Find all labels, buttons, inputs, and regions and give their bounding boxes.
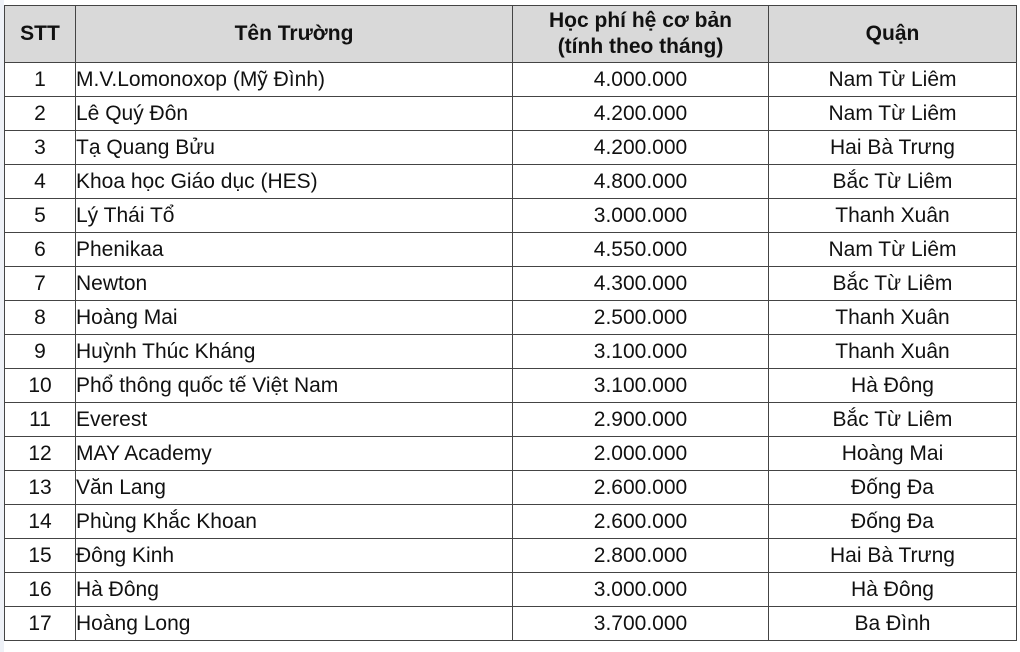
cell-tuition-fee[interactable]: 4.550.000 xyxy=(513,233,769,267)
header-fee-line2: (tính theo tháng) xyxy=(557,35,724,58)
header-district[interactable]: Quận xyxy=(769,6,1017,63)
cell-tuition-fee[interactable]: 2.600.000 xyxy=(513,505,769,539)
cell-tuition-fee[interactable]: 4.000.000 xyxy=(513,63,769,97)
table-row xyxy=(5,505,1017,539)
cell-stt[interactable]: 12 xyxy=(5,437,76,471)
cell-school-name[interactable]: Phổ thông quốc tế Việt Nam xyxy=(76,369,513,403)
cell-school-name[interactable]: Hoàng Long xyxy=(76,607,513,641)
cell-tuition-fee[interactable]: 4.800.000 xyxy=(513,165,769,199)
cell-tuition-fee[interactable]: 3.000.000 xyxy=(513,199,769,233)
cell-school-name[interactable]: Văn Lang xyxy=(76,471,513,505)
cell-school-name[interactable]: Khoa học Giáo dục (HES) xyxy=(76,165,513,199)
cell-school-name[interactable]: Đông Kinh xyxy=(76,539,513,573)
table-row xyxy=(5,165,1017,199)
cell-stt[interactable]: 5 xyxy=(5,199,76,233)
header-row xyxy=(5,6,1017,63)
table-row xyxy=(5,131,1017,165)
cell-district[interactable]: Thanh Xuân xyxy=(769,301,1017,335)
cell-tuition-fee[interactable]: 4.200.000 xyxy=(513,97,769,131)
header-school-name[interactable]: Tên Trường xyxy=(76,6,513,63)
cell-school-name[interactable]: MAY Academy xyxy=(76,437,513,471)
table-row xyxy=(5,607,1017,641)
cell-district[interactable]: Đống Đa xyxy=(769,471,1017,505)
table-row xyxy=(5,437,1017,471)
table-row xyxy=(5,233,1017,267)
cell-tuition-fee[interactable]: 3.700.000 xyxy=(513,607,769,641)
cell-school-name[interactable]: Phùng Khắc Khoan xyxy=(76,505,513,539)
table-row xyxy=(5,573,1017,607)
cell-stt[interactable]: 11 xyxy=(5,403,76,437)
cell-stt[interactable]: 17 xyxy=(5,607,76,641)
tuition-table xyxy=(4,5,1017,641)
cell-tuition-fee[interactable]: 2.000.000 xyxy=(513,437,769,471)
cell-stt[interactable]: 4 xyxy=(5,165,76,199)
cell-stt[interactable]: 9 xyxy=(5,335,76,369)
cell-stt[interactable]: 1 xyxy=(5,63,76,97)
cell-school-name[interactable]: Everest xyxy=(76,403,513,437)
cell-stt[interactable]: 8 xyxy=(5,301,76,335)
cell-district[interactable]: Bắc Từ Liêm xyxy=(769,267,1017,301)
table-row xyxy=(5,63,1017,97)
cell-school-name[interactable]: Phenikaa xyxy=(76,233,513,267)
cell-tuition-fee[interactable]: 2.600.000 xyxy=(513,471,769,505)
header-stt[interactable]: STT xyxy=(5,6,76,63)
cell-stt[interactable]: 6 xyxy=(5,233,76,267)
cell-tuition-fee[interactable]: 3.000.000 xyxy=(513,573,769,607)
cell-school-name[interactable]: Huỳnh Thúc Kháng xyxy=(76,335,513,369)
table-row xyxy=(5,267,1017,301)
header-fee-line1: Học phí hệ cơ bản xyxy=(549,9,732,32)
cell-school-name[interactable]: M.V.Lomonoxop (Mỹ Đình) xyxy=(76,63,513,97)
table-row xyxy=(5,471,1017,505)
cell-district[interactable]: Hoàng Mai xyxy=(769,437,1017,471)
cell-district[interactable]: Đống Đa xyxy=(769,505,1017,539)
table-body xyxy=(5,63,1017,641)
cell-tuition-fee[interactable]: 4.300.000 xyxy=(513,267,769,301)
cell-district[interactable]: Bắc Từ Liêm xyxy=(769,403,1017,437)
table-row xyxy=(5,403,1017,437)
table-row xyxy=(5,369,1017,403)
cell-tuition-fee[interactable]: 3.100.000 xyxy=(513,369,769,403)
cell-school-name[interactable]: Lý Thái Tổ xyxy=(76,199,513,233)
cell-district[interactable]: Ba Đình xyxy=(769,607,1017,641)
cell-district[interactable]: Nam Từ Liêm xyxy=(769,97,1017,131)
cell-stt[interactable]: 3 xyxy=(5,131,76,165)
cell-school-name[interactable]: Hoàng Mai xyxy=(76,301,513,335)
cell-school-name[interactable]: Lê Quý Đôn xyxy=(76,97,513,131)
cell-stt[interactable]: 14 xyxy=(5,505,76,539)
table-row xyxy=(5,199,1017,233)
cell-stt[interactable]: 15 xyxy=(5,539,76,573)
cell-district[interactable]: Hai Bà Trưng xyxy=(769,539,1017,573)
header-tuition-fee[interactable] xyxy=(513,6,769,63)
cell-tuition-fee[interactable]: 2.900.000 xyxy=(513,403,769,437)
cell-stt[interactable]: 13 xyxy=(5,471,76,505)
cell-district[interactable]: Thanh Xuân xyxy=(769,335,1017,369)
table-row xyxy=(5,335,1017,369)
cell-stt[interactable]: 2 xyxy=(5,97,76,131)
cell-tuition-fee[interactable]: 2.500.000 xyxy=(513,301,769,335)
cell-school-name[interactable]: Hà Đông xyxy=(76,573,513,607)
cell-district[interactable]: Nam Từ Liêm xyxy=(769,233,1017,267)
cell-tuition-fee[interactable]: 3.100.000 xyxy=(513,335,769,369)
table-row xyxy=(5,97,1017,131)
cell-stt[interactable]: 16 xyxy=(5,573,76,607)
cell-district[interactable]: Bắc Từ Liêm xyxy=(769,165,1017,199)
cell-district[interactable]: Hà Đông xyxy=(769,369,1017,403)
cell-district[interactable]: Hà Đông xyxy=(769,573,1017,607)
cell-district[interactable]: Nam Từ Liêm xyxy=(769,63,1017,97)
cell-tuition-fee[interactable]: 4.200.000 xyxy=(513,131,769,165)
cell-tuition-fee[interactable]: 2.800.000 xyxy=(513,539,769,573)
cell-stt[interactable]: 7 xyxy=(5,267,76,301)
cell-school-name[interactable]: Newton xyxy=(76,267,513,301)
cell-school-name[interactable]: Tạ Quang Bửu xyxy=(76,131,513,165)
table-row xyxy=(5,539,1017,573)
cell-district[interactable]: Hai Bà Trưng xyxy=(769,131,1017,165)
cell-stt[interactable]: 10 xyxy=(5,369,76,403)
spreadsheet xyxy=(4,5,1016,641)
cell-district[interactable]: Thanh Xuân xyxy=(769,199,1017,233)
table-row xyxy=(5,301,1017,335)
